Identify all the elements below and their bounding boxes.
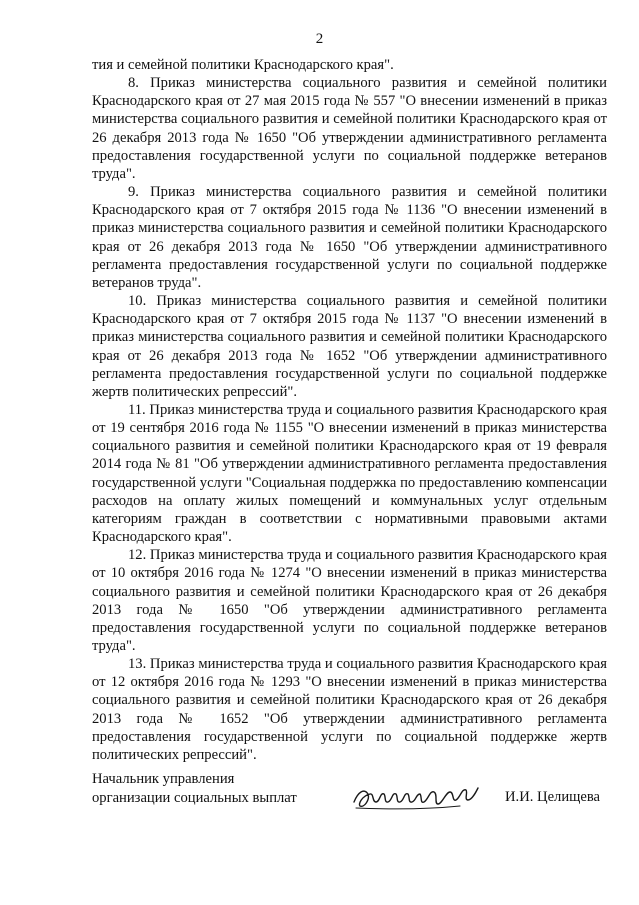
paragraph-item-10: 10. Приказ министерства социального развития и семейной политики Краснодарского края от 7 октября 2015 года № 1137 "О внесении изменений в приказ министерства социального развития и семейной политики Краснодарского края от 26 декабря 2013 года № 1652 "Об утверждении административного регламента предоставления государственной услуги по социальной поддержке жертв политических репрессий". xyxy=(92,293,607,400)
paragraph-continuation: тия и семейной политики Краснодарского края". xyxy=(92,57,394,73)
document-body xyxy=(92,56,607,764)
position-line-1: Начальник управления xyxy=(92,771,235,787)
handwritten-signature xyxy=(350,778,482,812)
paragraph-item-8: 8. Приказ министерства социального развития и семейной политики Краснодарского края от 27 мая 2015 года № 557 "О внесении изменений в приказ министерства социального развития и семейной политики Краснодарского края от 26 декабря 2013 года № 1650 "Об утверждении административного регламента предоставления государственной услуги по социальной поддержке ветеранов труда". xyxy=(92,75,607,182)
paragraph-item-11: 11. Приказ министерства труда и социального развития Краснодарского края от 19 сентября 2016 года № 1155 "О внесении изменений в приказ министерства социального развития и семейной политики Краснодарского края от 19 февраля 2014 года № 81 "Об утверждении административного регламента предоставления государственной услуги "Социальная поддержка по предоставлению компенсации расходов на оплату жилых помещений и коммунальных услуг отдельным категориям граждан в соответствии с нормативными правовыми актами Краснодарского края". xyxy=(92,401,607,546)
page-number: 2 xyxy=(315,31,324,47)
paragraph-item-13: 13. Приказ министерства труда и социального развития Краснодарского края от 12 октября 2016 года № 1293 "О внесении изменений в приказ министерства социального развития и семейной политики Краснодарского края от 26 декабря 2013 года № 1652 "Об утверждении административного регламента предоставления государственной услуги по социальной поддержке жертв политических репрессий". xyxy=(92,656,607,763)
signer-name: И.И. Целищева xyxy=(505,789,601,805)
position-line-2: организации социальных выплат xyxy=(92,789,297,806)
paragraph-item-9: 9. Приказ министерства социального развития и семейной политики Краснодарского края от 7 октября 2015 года № 1136 "О внесении изменений в приказ министерства социального развития и семейной политики Краснодарского края от 26 декабря 2013 года № 1650 "Об утверждении административного регламента предоставления государственной услуги по социальной поддержке ветеранов труда". xyxy=(92,184,607,291)
paragraph-item-12: 12. Приказ министерства труда и социального развития Краснодарского края от 10 октября 2016 года № 1274 "О внесении изменений в приказ министерства социального развития и семейной политики Краснодарского края от 26 декабря 2013 года № 1650 "Об утверждении административного регламента предоставления государственной услуги по социальной поддержке ветеранов труда". xyxy=(92,547,607,654)
signatory-position xyxy=(92,770,297,807)
